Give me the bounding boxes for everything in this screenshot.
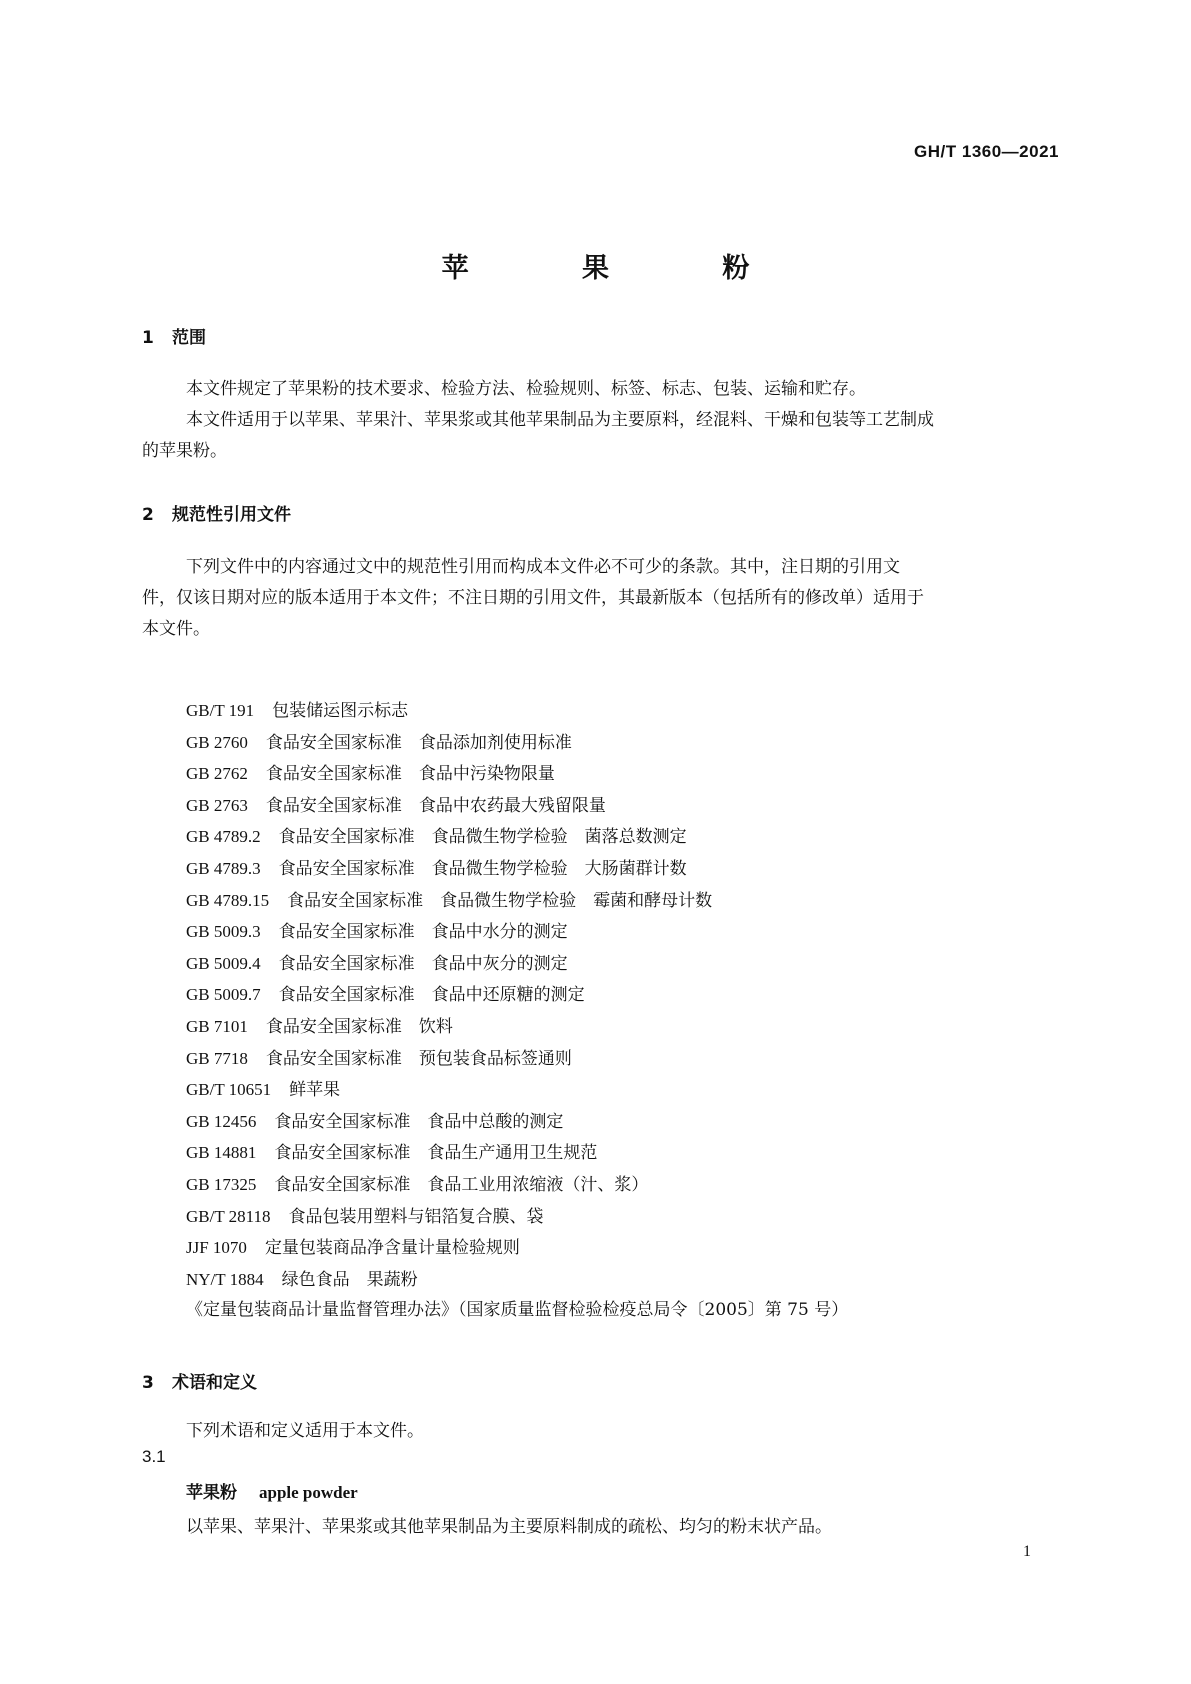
- reference-item: [186, 790, 712, 822]
- reference-item: [186, 1169, 712, 1201]
- reference-item: [186, 758, 712, 790]
- section-2-heading: [142, 500, 291, 525]
- reference-title: 食品安全国家标准 食品中污染物限量: [265, 764, 555, 785]
- reference-title: 食品安全国家标准 食品中农药最大残留限量: [265, 795, 606, 816]
- references-intro: [142, 552, 1048, 645]
- term-heading: [186, 1478, 358, 1503]
- reference-item: [186, 1264, 712, 1296]
- reference-code: GB 17325: [186, 1174, 257, 1194]
- reference-code: GB/T 10651: [186, 1080, 272, 1100]
- reference-item: [186, 695, 712, 727]
- document-code: GH/T 1360—2021: [914, 142, 1059, 161]
- reference-code: GB 5009.7: [186, 985, 261, 1005]
- reference-title: 食品安全国家标准 食品微生物学检验 菌落总数测定: [278, 827, 687, 848]
- reference-code: GB 12456: [186, 1111, 257, 1131]
- reference-code: GB 5009.4: [186, 953, 261, 973]
- reference-title: 食品安全国家标准 食品添加剂使用标准: [265, 732, 572, 753]
- reference-item: [186, 916, 712, 948]
- term-number: 3.1: [142, 1447, 166, 1466]
- section-1-heading: [142, 323, 206, 348]
- reference-code: GB 2763: [186, 795, 248, 815]
- reference-title: 鲜苹果: [289, 1080, 341, 1101]
- reference-item: [186, 727, 712, 759]
- document-title: 苹 果 粉: [441, 253, 802, 284]
- scope-paragraphs: [142, 374, 1048, 467]
- term-definition: 以苹果、苹果汁、苹果浆或其他苹果制品为主要原料制成的疏松、均匀的粉末状产品。: [186, 1517, 832, 1537]
- reference-item: [186, 1201, 712, 1233]
- section-3-heading: [142, 1368, 257, 1393]
- reference-code: GB/T 28118: [186, 1206, 271, 1226]
- reference-item: [186, 1106, 712, 1138]
- page-number: 1: [1023, 1543, 1031, 1560]
- reference-title: 绿色食品 果蔬粉: [281, 1269, 418, 1290]
- reference-title: 食品包装用塑料与铝箔复合膜、袋: [288, 1206, 544, 1227]
- section-title: 范围: [172, 328, 206, 348]
- reference-code: GB 2762: [186, 764, 248, 784]
- reference-code: GB 2760: [186, 732, 248, 752]
- reference-title: 食品安全国家标准 预包装食品标签通则: [265, 1048, 572, 1069]
- references-intro-line-2: 件，仅该日期对应的版本适用于本文件；不注日期的引用文件，其最新版本（包括所有的修改单）适用于: [142, 588, 924, 608]
- reference-code: GB 5009.3: [186, 922, 261, 942]
- terms-intro: 下列术语和定义适用于本文件。: [186, 1421, 424, 1441]
- reference-item: [186, 1011, 712, 1043]
- scope-para-2-line-1: 本文件适用于以苹果、苹果汁、苹果浆或其他苹果制品为主要原料，经混料、干燥和包装等工艺制成: [186, 410, 934, 430]
- reference-title: 食品安全国家标准 食品中还原糖的测定: [278, 985, 585, 1006]
- reference-title: 定量包装商品净含量计量检验规则: [264, 1238, 520, 1259]
- reference-item: [186, 948, 712, 980]
- reference-item: [186, 1232, 712, 1264]
- reference-code: GB/T 191: [186, 701, 255, 720]
- references-intro-line-3: 本文件。: [142, 619, 210, 639]
- references-intro-line-1: 下列文件中的内容通过文中的规范性引用而构成本文件必不可少的条款。其中，注日期的引用文: [186, 557, 900, 577]
- reference-title: 食品安全国家标准 食品微生物学检验 霉菌和酵母计数: [287, 890, 713, 911]
- section-title: 术语和定义: [172, 1373, 257, 1393]
- reference-code: GB 4789.15: [186, 890, 270, 910]
- reference-title: 食品安全国家标准 食品中水分的测定: [278, 922, 568, 943]
- term-chinese: 苹果粉: [186, 1483, 237, 1503]
- scope-para-2-line-2: 的苹果粉。: [142, 441, 227, 461]
- reference-title: 食品安全国家标准 饮料: [265, 1016, 453, 1037]
- reference-item: [186, 853, 712, 885]
- reference-code: GB 7718: [186, 1048, 248, 1068]
- reference-title: 食品安全国家标准 食品工业用浓缩液（汁、浆）: [274, 1174, 649, 1195]
- reference-item: [186, 1043, 712, 1075]
- reference-list: [186, 695, 712, 1295]
- reference-item-regulation: 《定量包装商品计量监督管理办法》（国家质量监督检验检疫总局令〔2005〕第 75 号）: [186, 1300, 849, 1320]
- reference-code: GB 4789.3: [186, 858, 261, 878]
- reference-title: 食品安全国家标准 食品中灰分的测定: [278, 953, 568, 974]
- scope-para-1: 本文件规定了苹果粉的技术要求、检验方法、检验规则、标签、标志、包装、运输和贮存。: [186, 379, 866, 399]
- section-number: 3: [142, 1373, 154, 1393]
- reference-item: [186, 1074, 712, 1106]
- reference-title: 食品安全国家标准 食品微生物学检验 大肠菌群计数: [278, 858, 687, 879]
- reference-code: GB 7101: [186, 1016, 248, 1036]
- reference-item: [186, 1137, 712, 1169]
- reference-title: 食品安全国家标准 食品生产通用卫生规范: [274, 1143, 598, 1164]
- reference-code: JJF 1070: [186, 1238, 247, 1258]
- section-number: 2: [142, 505, 154, 525]
- reference-item: [186, 821, 712, 853]
- reference-code: GB 4789.2: [186, 827, 261, 847]
- reference-title: 食品安全国家标准 食品中总酸的测定: [274, 1111, 564, 1132]
- term-english: apple powder: [259, 1483, 358, 1502]
- reference-item: [186, 885, 712, 917]
- reference-item: [186, 979, 712, 1011]
- reference-code: NY/T 1884: [186, 1269, 264, 1289]
- reference-title: 包装储运图示标志: [272, 701, 409, 721]
- section-title: 规范性引用文件: [172, 505, 291, 525]
- section-number: 1: [142, 328, 154, 348]
- reference-code: GB 14881: [186, 1143, 257, 1163]
